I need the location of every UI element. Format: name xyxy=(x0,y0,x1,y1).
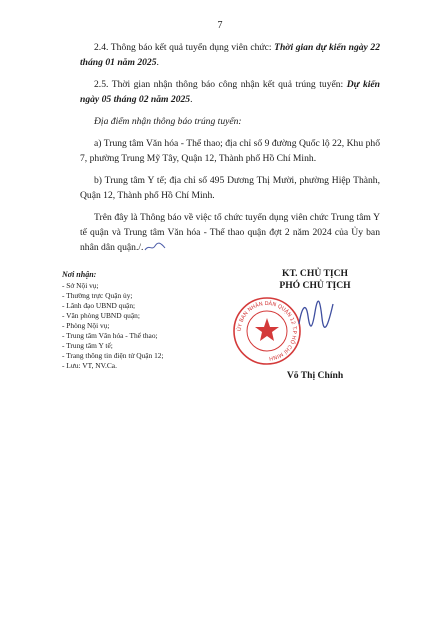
signer-title-2: PHÓ CHỦ TỊCH xyxy=(279,280,351,291)
closing-text: Trên đây là Thông báo về việc tổ chức tuyển dụng viên chức Trung tâm Y tế quận và Trung tâm Văn hóa - Thể thao quận đợt 2 năm 2024 của Ủy ban nhân dân quận./. xyxy=(80,212,380,253)
recipients-block xyxy=(62,270,232,371)
page-number: 7 xyxy=(217,20,223,31)
location-b: b) Trung tâm Y tế; địa chỉ số 495 Dương Thị Mười, phường Hiệp Thành, Quận 12, Thành phố Hồ Chí Minh. xyxy=(80,175,380,201)
recipients-title: Nơi nhận: xyxy=(62,270,97,279)
recipient-item: - Trung tâm Văn hóa - Thể thao; xyxy=(62,331,158,340)
recipient-item: - Văn phòng UBND quận; xyxy=(62,311,140,320)
paragraph-2-5: 2.5. Thời gian nhận thông báo công nhận kết quả trúng tuyển: Dự kiến ngày 05 tháng 02 năm 2025. xyxy=(80,79,380,105)
signer-name: Võ Thị Chính xyxy=(286,370,344,381)
recipient-item: - Trang thông tin điện tử Quận 12; xyxy=(62,351,164,360)
seal-ring-text: ỦY BAN NHÂN DÂN QUẬN 12 T.P HỒ CHÍ MINH xyxy=(236,300,298,361)
recipient-item: - Phòng Nội vụ; xyxy=(62,321,110,330)
location-a: a) Trung tâm Văn hóa - Thể thao; địa chỉ số 9 đường Quốc lộ 22, Khu phố 7, phường Trung Mỹ Tây, Quận 12, Thành phố Hồ Chí Minh. xyxy=(80,138,380,164)
signer-block xyxy=(240,268,390,292)
handwritten-signature-icon xyxy=(296,296,336,332)
document-body xyxy=(80,40,380,262)
location-heading: Địa điểm nhận thông báo trúng tuyển: xyxy=(94,116,242,127)
recipient-item: - Sở Nội vụ; xyxy=(62,281,99,290)
recipient-item: - Lãnh đạo UBND quận; xyxy=(62,301,136,310)
recipient-item: - Lưu: VT, NV.Ca. xyxy=(62,361,117,370)
signer-title-1: KT. CHỦ TỊCH xyxy=(281,268,348,279)
p25-prefix: 2.5. Thời gian nhận thông báo công nhận kết quả trúng tuyển: xyxy=(94,79,347,90)
official-seal-icon xyxy=(232,296,302,366)
closing-paragraph xyxy=(80,210,380,255)
paragraph-2-4: 2.4. Thông báo kết quả tuyển dụng viên chức: Thời gian dự kiến ngày 22 tháng 01 năm 2025. xyxy=(80,42,380,68)
p24-date: Thời gian dự kiến ngày 22 tháng 01 năm 2025 xyxy=(80,42,380,68)
recipients-list xyxy=(62,281,232,371)
recipient-item: - Thường trực Quận ủy; xyxy=(62,291,133,300)
p25-date: Dự kiến ngày 05 tháng 02 năm 2025 xyxy=(80,79,380,105)
recipient-item: - Trung tâm Y tế; xyxy=(62,341,113,350)
p24-prefix: 2.4. Thông báo kết quả tuyển dụng viên chức: xyxy=(94,42,275,53)
initial-mark-icon xyxy=(143,241,167,253)
